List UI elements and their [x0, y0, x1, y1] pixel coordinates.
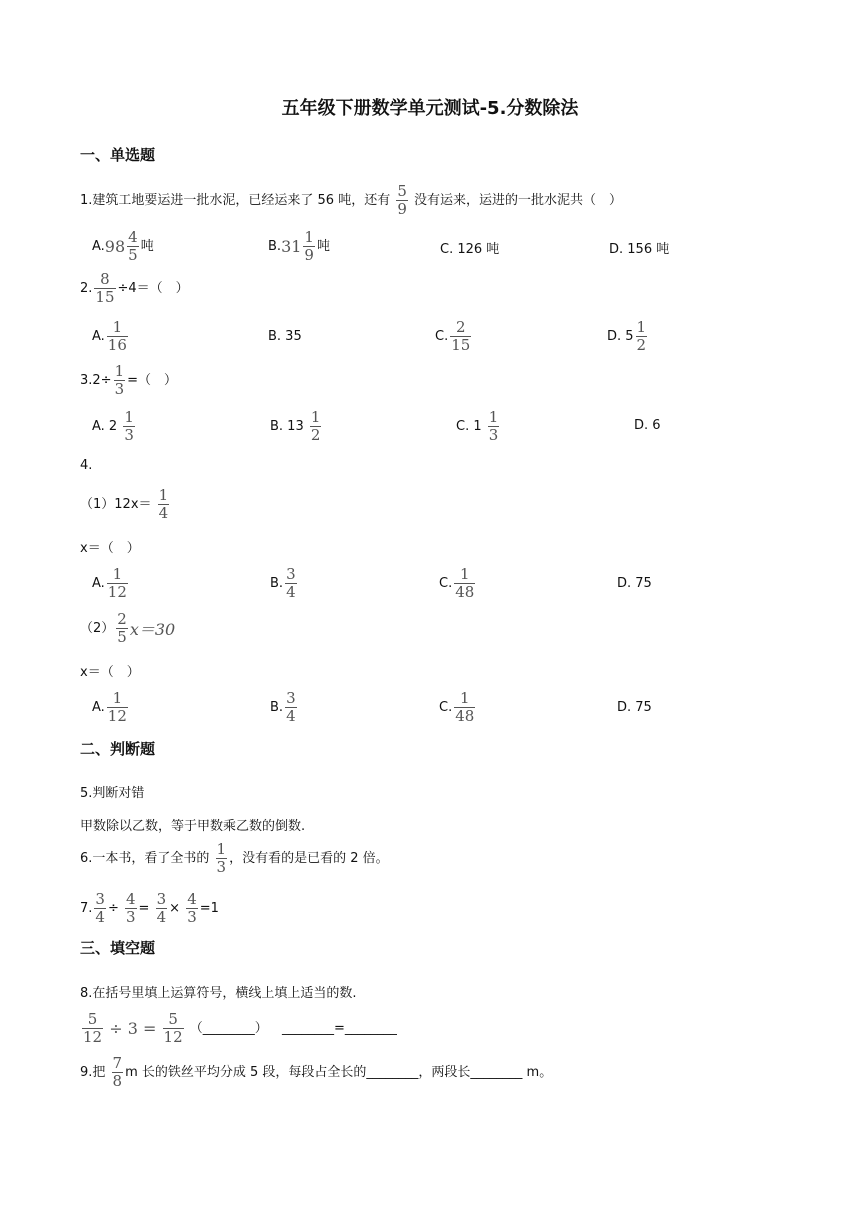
- question-4-x-2: x＝（ ）: [80, 665, 140, 680]
- operator-blank[interactable]: （________）: [189, 1021, 268, 1036]
- q2-option-d[interactable]: D. 5 $\frac{1}{2}$: [607, 318, 647, 354]
- q1-option-b[interactable]: B.31 $\frac{1}{9}$ 吨: [268, 228, 330, 264]
- question-5-title: 5.判断对错: [80, 786, 145, 801]
- question-6: 6.一本书，看了全书的 $\frac{1}{3}$ ，没有看的是已看的 2 倍。: [80, 840, 389, 876]
- question-4-part-2: （2） $\frac{2}{5}$ x＝30: [80, 610, 176, 646]
- q2-option-a[interactable]: A. $\frac{1}{16}$: [92, 318, 127, 354]
- value-blanks[interactable]: ________=________: [281, 1021, 397, 1036]
- q4-1-option-d[interactable]: D. 75: [617, 576, 652, 591]
- q2-option-c[interactable]: C. $\frac{2}{15}$: [435, 318, 471, 354]
- question-5-statement: 甲数除以乙数，等于甲数乘乙数的倒数.: [80, 819, 306, 834]
- q1-option-d[interactable]: D. 156 吨: [609, 242, 670, 257]
- question-2: 2. $\frac{8}{15}$ ÷4＝（ ）: [80, 270, 189, 306]
- question-7: 7. $\frac{3}{4}$ ÷ $\frac{4}{3}$ = $\frac{3}{4}$ × $\frac{4}{3}$ =1: [80, 890, 219, 926]
- fraction: $\frac{5}{9}$: [397, 182, 407, 218]
- question-3: 3.2÷ $\frac{1}{3}$ =（ ）: [80, 362, 178, 398]
- section-heading-fill-in: 三、填空题: [80, 939, 156, 957]
- q1-option-c[interactable]: C. 126 吨: [440, 242, 500, 257]
- question-4-number: 4.: [80, 458, 93, 473]
- q4-1-option-a[interactable]: A. $\frac{1}{12}$: [92, 565, 127, 601]
- q1-option-a[interactable]: A.98 $\frac{4}{5}$ 吨: [92, 228, 154, 264]
- fraction: $\frac{8}{15}$: [95, 270, 115, 306]
- q4-1-option-c[interactable]: C. $\frac{1}{48}$: [439, 565, 475, 601]
- question-9: 9.把 $\frac{7}{8}$ m 长的铁丝平均分成 5 段，每段占全长的________，两段长________ m。: [80, 1054, 553, 1090]
- question-8-text: 8.在括号里填上运算符号，横线上填上适当的数.: [80, 986, 357, 1001]
- q4-2-option-a[interactable]: A. $\frac{1}{12}$: [92, 689, 127, 725]
- q3-option-d[interactable]: D. 6: [634, 418, 661, 433]
- q4-2-option-d[interactable]: D. 75: [617, 700, 652, 715]
- question-8-expression: $\frac{5}{12}$ ÷ 3 = $\frac{5}{12}$ （________） ________=________: [83, 1010, 397, 1046]
- q3-option-c[interactable]: C. 1 $\frac{1}{3}$: [456, 408, 499, 444]
- question-4-x-1: x＝（ ）: [80, 541, 140, 556]
- q4-1-option-b[interactable]: B. $\frac{3}{4}$: [270, 565, 296, 601]
- question-1: [80, 184, 622, 217]
- fraction: $\frac{1}{3}$: [114, 362, 125, 398]
- q3-option-a[interactable]: A. 2 $\frac{1}{3}$: [92, 408, 134, 444]
- question-text: 没有运来，运进的一批水泥共（ ）: [414, 193, 623, 208]
- q4-2-option-c[interactable]: C. $\frac{1}{48}$: [439, 689, 475, 725]
- section-heading-true-false: 二、判断题: [80, 740, 156, 758]
- page-title: 五年级下册数学单元测试-5.分数除法: [281, 98, 579, 119]
- q2-option-b[interactable]: B. 35: [268, 329, 302, 344]
- question-4-part-1: （1）12x＝ $\frac{1}{4}$: [80, 486, 169, 522]
- question-text: 1.建筑工地要运进一批水泥，已经运来了 56 吨，还有: [80, 193, 391, 208]
- q3-option-b[interactable]: B. 13 $\frac{1}{2}$: [270, 408, 321, 444]
- section-heading-single-choice: 一、单选题: [80, 146, 156, 164]
- q4-2-option-b[interactable]: B. $\frac{3}{4}$: [270, 689, 296, 725]
